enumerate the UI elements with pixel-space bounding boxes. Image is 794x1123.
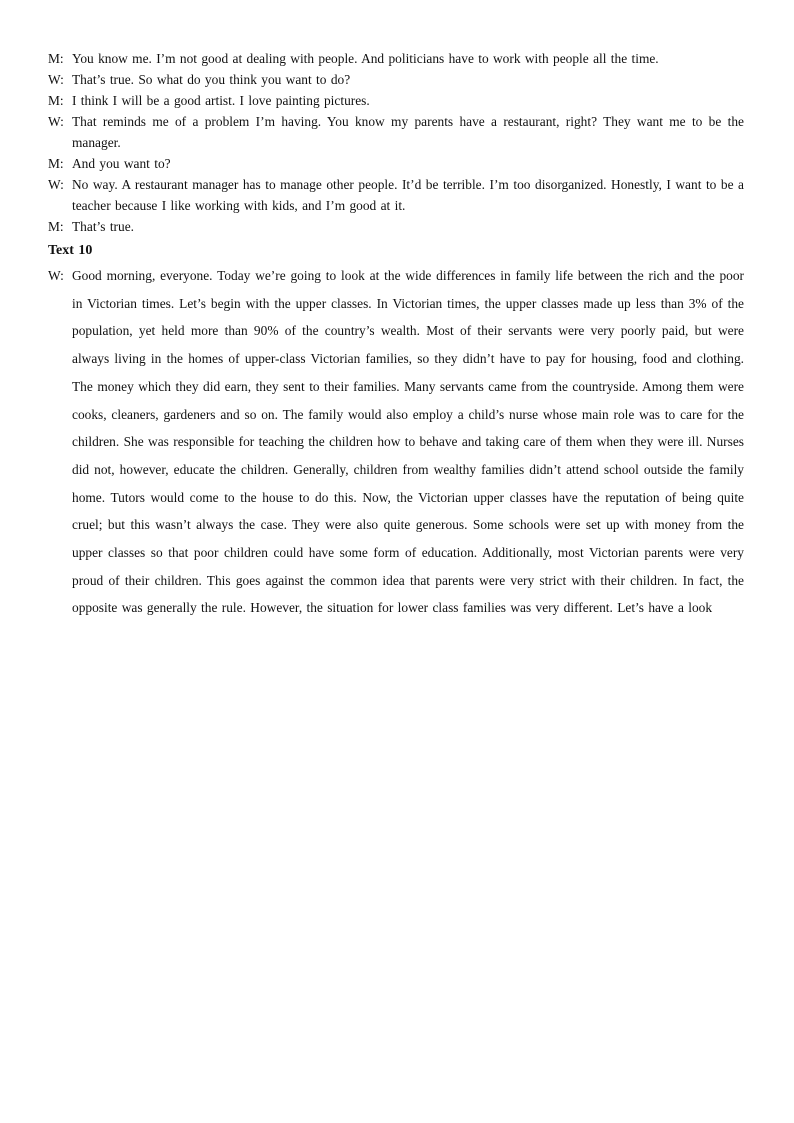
speaker-label: M: (48, 51, 64, 66)
dialogue-text: And you want to? (72, 156, 171, 171)
dialogue-text: No way. A restaurant manager has to manage other people. It’d be terrible. I’m too disorganized. Honestly, I want to be a teacher because I like working with kids, and I’m good at it. (72, 177, 744, 213)
dialogue-line (48, 153, 744, 174)
dialogue-line (48, 69, 744, 90)
speaker-label: W: (48, 177, 64, 192)
section-title: Text 10 (48, 243, 93, 258)
dialogue-text: That’s true. So what do you think you want to do? (72, 72, 351, 87)
dialogue (48, 48, 744, 237)
dialogue-line (48, 216, 744, 237)
dialogue-text: I think I will be a good artist. I love painting pictures. (72, 93, 370, 108)
speaker-label: M: (48, 156, 64, 171)
dialogue-line (48, 48, 744, 69)
lecture-text: Good morning, everyone. Today we’re going to look at the wide differences in family life between the rich and the poor in Victorian times. Let’s begin with the upper classes. In Victorian times, the upper classes made up less than 3% of the population, yet held more than 90% of the country’s wealth. Most of their servants were very poorly paid, but were always living in the homes of upper-class Victorian families, so they didn’t have to pay for housing, food and clothing. The money which they did earn, they sent to their families. Many servants came from the countryside. Among them were cooks, cleaners, gardeners and so on. The family would also employ a child’s nurse whose main role was to care for the children. She was responsible for teaching the children how to behave and taking care of them when they were ill. Nurses did not, however, educate the children. Generally, children from wealthy families didn’t attend school outside the family home. Tutors would come to the house to do this. Now, the Victorian upper classes have the reputation of being quite cruel; but this wasn’t always the case. They were also quite generous. Some schools were set up with money from the upper classes so that poor children could have some form of education. Additionally, most Victorian parents were very proud of their children. This goes against the common idea that parents were very strict with their children. In fact, the opposite was generally the rule. However, the situation for lower class families was very different. Let’s have a look (72, 268, 744, 616)
document-page (48, 48, 744, 622)
dialogue-line (48, 111, 744, 153)
speaker-label: W: (48, 72, 64, 87)
dialogue-line (48, 90, 744, 111)
dialogue-text: You know me. I’m not good at dealing with people. And politicians have to work with people all the time. (72, 51, 659, 66)
lecture-paragraph (48, 262, 744, 622)
dialogue-line (48, 174, 744, 216)
speaker-label: M: (48, 219, 64, 234)
speaker-label: W: (48, 268, 64, 283)
dialogue-text: That reminds me of a problem I’m having. You know my parents have a restaurant, right? They want me to be the manager. (72, 114, 744, 150)
speaker-label: W: (48, 114, 64, 129)
speaker-label: M: (48, 93, 64, 108)
dialogue-text: That’s true. (72, 219, 134, 234)
